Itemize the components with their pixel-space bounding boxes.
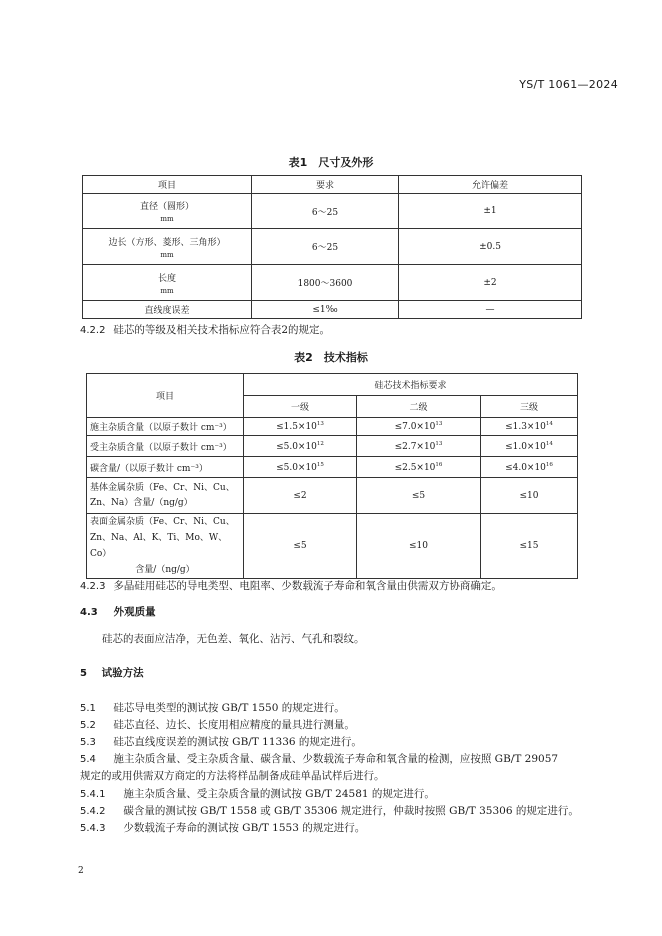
clause-text: 硅芯导电类型的测试按 GB/T 1550 的规定进行。 (113, 702, 345, 714)
clause-5-4 (80, 751, 620, 768)
value-cell: ≤5 (357, 478, 481, 514)
clause-text: 少数载流子寿命的测试按 GB/T 1553 的规定进行。 (123, 822, 366, 834)
clause-number: 4.2.3 (80, 581, 106, 592)
section-4-3-heading (80, 604, 156, 621)
tolerance-cell: ±0.5 (399, 229, 582, 265)
requirement-cell: ≤1‰ (252, 301, 399, 319)
value-cell: $\le 1.3\times 10^{14}$ (481, 418, 578, 436)
table-row (87, 457, 578, 478)
table-row (87, 514, 578, 579)
table1-item-cell (83, 265, 252, 301)
clause-number: 5.1 (80, 703, 96, 714)
value-cell: $\le 5.0\times 10^{12}$ (244, 436, 357, 457)
clause-text: 硅芯直径、边长、长度用相应精度的量具进行测量。 (113, 719, 355, 731)
table1-header-tolerance: 允许偏差 (399, 176, 582, 194)
table-row (87, 418, 578, 436)
clause-5-3 (80, 734, 362, 751)
grade-header: 三级 (481, 396, 578, 418)
table-row (83, 194, 582, 229)
value-cell: $\le 1.0\times 10^{14}$ (481, 436, 578, 457)
requirement-cell: 6～25 (252, 229, 399, 265)
value-cell: ≤10 (357, 514, 481, 579)
value-cell: ≤10 (481, 478, 578, 514)
table1-item-cell: 直线度误差 (83, 301, 252, 319)
table1-header-row (83, 176, 582, 194)
clause-number: 4.2.2 (80, 325, 106, 336)
page-number: 2 (78, 866, 84, 876)
value-cell: $\le 2.7\times 10^{13}$ (357, 436, 481, 457)
section-number: 5 (80, 668, 87, 679)
table2-item-cell: 基体金属杂质（Fe、Cr、Ni、Cu、 Zn、Na）含量/（ng/g） (87, 478, 244, 514)
clause-text: 施主杂质含量、受主杂质含量的测试按 GB/T 24581 的规定进行。 (123, 788, 435, 800)
clause-number: 5.4.2 (80, 806, 106, 817)
clause-5-4-1 (80, 786, 435, 803)
section-title: 外观质量 (113, 606, 156, 618)
table2-header-row (87, 374, 578, 396)
unit-label: mm (160, 286, 174, 295)
requirement-cell: 6～25 (252, 194, 399, 229)
tolerance-cell: — (399, 301, 582, 319)
clause-number: 5.4.3 (80, 823, 106, 834)
unit-label: mm (160, 215, 174, 223)
value-cell: ≤15 (481, 514, 578, 579)
table2-group-header: 硅芯技术指标要求 (244, 374, 578, 396)
table1-header-requirement: 要求 (252, 176, 399, 194)
value-cell: $\le 4.0\times 10^{16}$ (481, 457, 578, 478)
section-number: 4.3 (80, 607, 98, 618)
grade-header: 二级 (357, 396, 481, 418)
value-cell: $\le 2.5\times 10^{16}$ (357, 457, 481, 478)
table1-header-item: 项目 (83, 176, 252, 194)
clause-text: 施主杂质含量、受主杂质含量、碳含量、少数载流子寿命和氧含量的检测，应按照 GB/T 29057 (113, 753, 559, 765)
tolerance-cell: ±1 (399, 194, 582, 229)
table2 (86, 373, 578, 579)
clause-4-2-3 (80, 578, 502, 595)
tolerance-cell: ±2 (399, 265, 582, 301)
table2-item-cell: 碳含量/（以原子数计 cm⁻³） (87, 457, 244, 478)
table1-item-cell (83, 194, 252, 229)
section-title: 试验方法 (101, 667, 144, 679)
item-label: 直径（圆形） (139, 202, 194, 212)
clause-number: 5.3 (80, 737, 96, 748)
grade-header: 一级 (244, 396, 357, 418)
clause-5-4-2 (80, 803, 579, 820)
table-row (87, 478, 578, 514)
value-cell: $\le 5.0\times 10^{15}$ (244, 457, 357, 478)
table-row (83, 265, 582, 301)
table1-title: 表1 尺寸及外形 (288, 156, 374, 169)
table2-item-cell: 施主杂质含量（以原子数计 cm⁻³） (87, 418, 244, 436)
clause-text: 硅芯直线度误差的测试按 GB/T 11336 的规定进行。 (113, 736, 362, 748)
table2-header-item: 项目 (87, 374, 244, 418)
clause-5-1 (80, 700, 345, 717)
table2-title: 表2 技术指标 (294, 351, 368, 364)
clause-text: 碳含量的测试按 GB/T 1558 或 GB/T 35306 规定进行，仲裁时按照 GB/T 35306 的规定进行。 (123, 805, 579, 817)
requirement-cell: 1800～3600 (252, 265, 399, 301)
value-cell: $\le 7.0\times 10^{13}$ (357, 418, 481, 436)
clause-number: 5.4.1 (80, 789, 106, 800)
table1 (82, 175, 582, 319)
clause-text: 多晶硅用硅芯的导电类型、电阻率、少数载流子寿命和氧含量由供需双方协商确定。 (113, 580, 502, 592)
document-code: YS/T 1061—2024 (519, 78, 618, 91)
table-row (87, 436, 578, 457)
table2-item-cell: 表面金属杂质（Fe、Cr、Ni、Cu、 Zn、Na、Al、K、Ti、Mo、W、Co） 含量/（ng/g） (87, 514, 244, 579)
table1-item-cell (83, 229, 252, 265)
clause-5-4-continued: 规定的或用供需双方商定的方法将样品制备成硅单晶试样后进行。 (80, 770, 385, 782)
clause-4-2-2 (80, 322, 330, 339)
clause-5-2 (80, 717, 355, 734)
clause-5-4-3 (80, 820, 365, 837)
item-label: 长度 (157, 273, 176, 284)
clause-number: 5.4 (80, 754, 96, 765)
value-cell: $\le 1.5\times 10^{13}$ (244, 418, 357, 436)
value-cell: ≤5 (244, 514, 357, 579)
clause-text: 硅芯的等级及相关技术指标应符合表2的规定。 (113, 324, 331, 336)
unit-label: mm (160, 250, 174, 259)
section-5-heading (80, 665, 144, 682)
table2-item-cell: 受主杂质含量（以原子数计 cm⁻³） (87, 436, 244, 457)
clause-number: 5.2 (80, 720, 96, 731)
item-label: 边长（方形、菱形、三角形） (108, 237, 226, 248)
value-cell: ≤2 (244, 478, 357, 514)
section-4-3-text: 硅芯的表面应洁净，无色差、氧化、沾污、气孔和裂纹。 (102, 633, 365, 645)
table-row (83, 229, 582, 265)
table-row (83, 301, 582, 319)
